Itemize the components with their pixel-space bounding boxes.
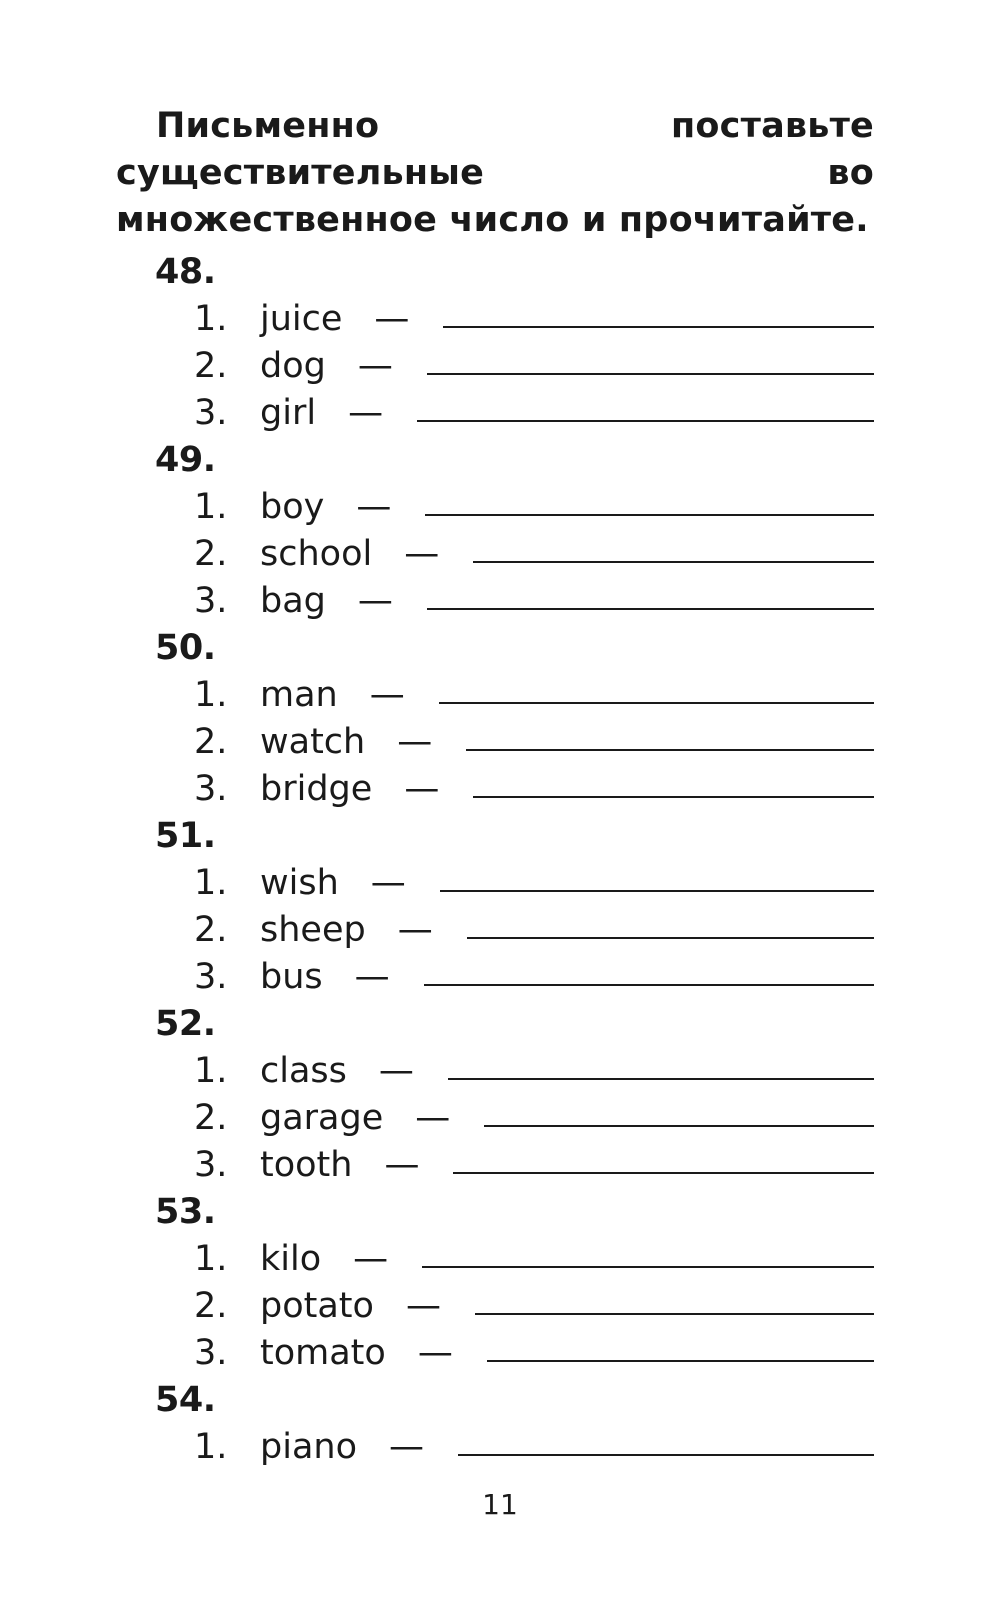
item-word: piano: [260, 1427, 357, 1467]
item-word: bag: [260, 581, 326, 621]
item-number: 3.: [194, 1333, 228, 1373]
item-word: juice: [260, 299, 343, 339]
exercise-item: [0, 672, 1000, 719]
item-content: [260, 578, 874, 625]
dash-separator: —: [357, 581, 393, 621]
dash-separator: —: [405, 1286, 441, 1326]
item-word: potato: [260, 1286, 374, 1326]
item-content: [260, 1283, 874, 1330]
exercise-number: 52.: [155, 1004, 216, 1044]
item-word: kilo: [260, 1239, 322, 1279]
exercise-item: [0, 1330, 1000, 1377]
item-number: 3.: [194, 769, 228, 809]
item-content: [260, 719, 874, 766]
exercise-list: [0, 249, 1000, 1471]
exercise-number: 51.: [155, 816, 216, 856]
exercise-item: [0, 954, 1000, 1001]
dash-separator: —: [384, 1145, 420, 1185]
exercise-block: [0, 813, 1000, 1001]
page-number: 11: [482, 1488, 518, 1521]
dash-separator: —: [369, 675, 405, 715]
item-content: [260, 766, 874, 813]
answer-blank-line[interactable]: [427, 343, 874, 375]
dash-separator: —: [356, 487, 392, 527]
item-number: 2.: [194, 910, 228, 950]
item-number: 3.: [194, 957, 228, 997]
exercise-item: [0, 1236, 1000, 1283]
answer-blank-line[interactable]: [440, 860, 874, 892]
answer-blank-line[interactable]: [427, 578, 874, 610]
dash-separator: —: [417, 1333, 453, 1373]
item-word: school: [260, 534, 373, 574]
item-number: 1.: [194, 1051, 228, 1091]
item-word: sheep: [260, 910, 366, 950]
item-number: 3.: [194, 1145, 228, 1185]
item-number: 2.: [194, 534, 228, 574]
item-content: [260, 1142, 874, 1189]
item-word: tomato: [260, 1333, 386, 1373]
exercise-block: [0, 437, 1000, 625]
item-word: wish: [260, 863, 339, 903]
exercise-item: [0, 390, 1000, 437]
item-content: [260, 531, 874, 578]
exercise-number: 49.: [155, 440, 216, 480]
item-word: bus: [260, 957, 323, 997]
exercise-item: [0, 1048, 1000, 1095]
item-number: 2.: [194, 1286, 228, 1326]
exercise-number: 50.: [155, 628, 216, 668]
exercise-item: [0, 296, 1000, 343]
dash-separator: —: [397, 910, 433, 950]
exercise-block: [0, 1377, 1000, 1471]
exercise-block: [0, 1001, 1000, 1189]
item-number: 2.: [194, 722, 228, 762]
exercise-item: [0, 1283, 1000, 1330]
answer-blank-line[interactable]: [484, 1095, 874, 1127]
answer-blank-line[interactable]: [448, 1048, 874, 1080]
exercise-item: [0, 531, 1000, 578]
answer-blank-line[interactable]: [443, 296, 874, 328]
instruction-text: Письменно поставьте существительные во множественное число и прочитайте.: [116, 106, 874, 240]
exercise-number: 54.: [155, 1380, 216, 1420]
item-number: 2.: [194, 346, 228, 386]
answer-blank-line[interactable]: [487, 1330, 874, 1362]
item-number: 2.: [194, 1098, 228, 1138]
item-word: bridge: [260, 769, 373, 809]
item-content: [260, 954, 874, 1001]
exercise-item: [0, 578, 1000, 625]
exercise-item: [0, 484, 1000, 531]
dash-separator: —: [415, 1098, 451, 1138]
item-content: [260, 672, 874, 719]
dash-separator: —: [389, 1427, 424, 1467]
answer-blank-line[interactable]: [467, 907, 874, 939]
exercise-item: [0, 766, 1000, 813]
item-content: [260, 296, 874, 343]
answer-blank-line[interactable]: [475, 1283, 874, 1315]
item-number: 1.: [194, 1427, 228, 1467]
item-word: tooth: [260, 1145, 353, 1185]
exercise-block: [0, 1189, 1000, 1377]
answer-blank-line[interactable]: [473, 766, 874, 798]
dash-separator: —: [374, 299, 410, 339]
exercise-item: [0, 1095, 1000, 1142]
dash-separator: —: [404, 769, 440, 809]
item-content: [260, 343, 874, 390]
answer-blank-line[interactable]: [439, 672, 874, 704]
answer-blank-line[interactable]: [458, 1424, 874, 1456]
exercise-block: [0, 249, 1000, 437]
answer-blank-line[interactable]: [466, 719, 874, 751]
answer-blank-line[interactable]: [422, 1236, 874, 1268]
item-content: [260, 1330, 874, 1377]
dash-separator: —: [397, 722, 433, 762]
item-content: [260, 1236, 874, 1283]
answer-blank-line[interactable]: [425, 484, 874, 516]
item-word: girl: [260, 393, 317, 433]
item-word: class: [260, 1051, 347, 1091]
item-number: 1.: [194, 675, 228, 715]
item-word: man: [260, 675, 338, 715]
exercise-number: 53.: [155, 1192, 216, 1232]
item-number: 3.: [194, 393, 228, 433]
item-number: 1.: [194, 863, 228, 903]
item-word: watch: [260, 722, 366, 762]
dash-separator: —: [354, 957, 390, 997]
answer-blank-line[interactable]: [453, 1142, 874, 1174]
item-content: [260, 907, 874, 954]
dash-separator: —: [353, 1239, 389, 1279]
exercise-block: [0, 625, 1000, 813]
item-word: garage: [260, 1098, 384, 1138]
exercise-number: 48.: [155, 252, 216, 292]
dash-separator: —: [404, 534, 440, 574]
answer-blank-line[interactable]: [424, 954, 874, 986]
item-content: [260, 484, 874, 531]
exercise-item: [0, 907, 1000, 954]
item-content: [260, 390, 874, 437]
item-content: [260, 1095, 874, 1142]
item-content: [260, 860, 874, 907]
exercise-item: [0, 1424, 1000, 1471]
item-content: [260, 1048, 874, 1095]
item-word: dog: [260, 346, 326, 386]
exercise-item: [0, 860, 1000, 907]
dash-separator: —: [348, 393, 384, 433]
exercise-item: [0, 343, 1000, 390]
dash-separator: —: [357, 346, 393, 386]
item-number: 1.: [194, 299, 228, 339]
item-content: [260, 1424, 874, 1471]
item-number: 1.: [194, 1239, 228, 1279]
answer-blank-line[interactable]: [473, 531, 874, 563]
dash-separator: —: [370, 863, 406, 903]
item-number: 1.: [194, 487, 228, 527]
exercise-item: [0, 719, 1000, 766]
item-word: boy: [260, 487, 325, 527]
exercise-item: [0, 1142, 1000, 1189]
dash-separator: —: [378, 1051, 414, 1091]
answer-blank-line[interactable]: [417, 390, 874, 422]
item-number: 3.: [194, 581, 228, 621]
